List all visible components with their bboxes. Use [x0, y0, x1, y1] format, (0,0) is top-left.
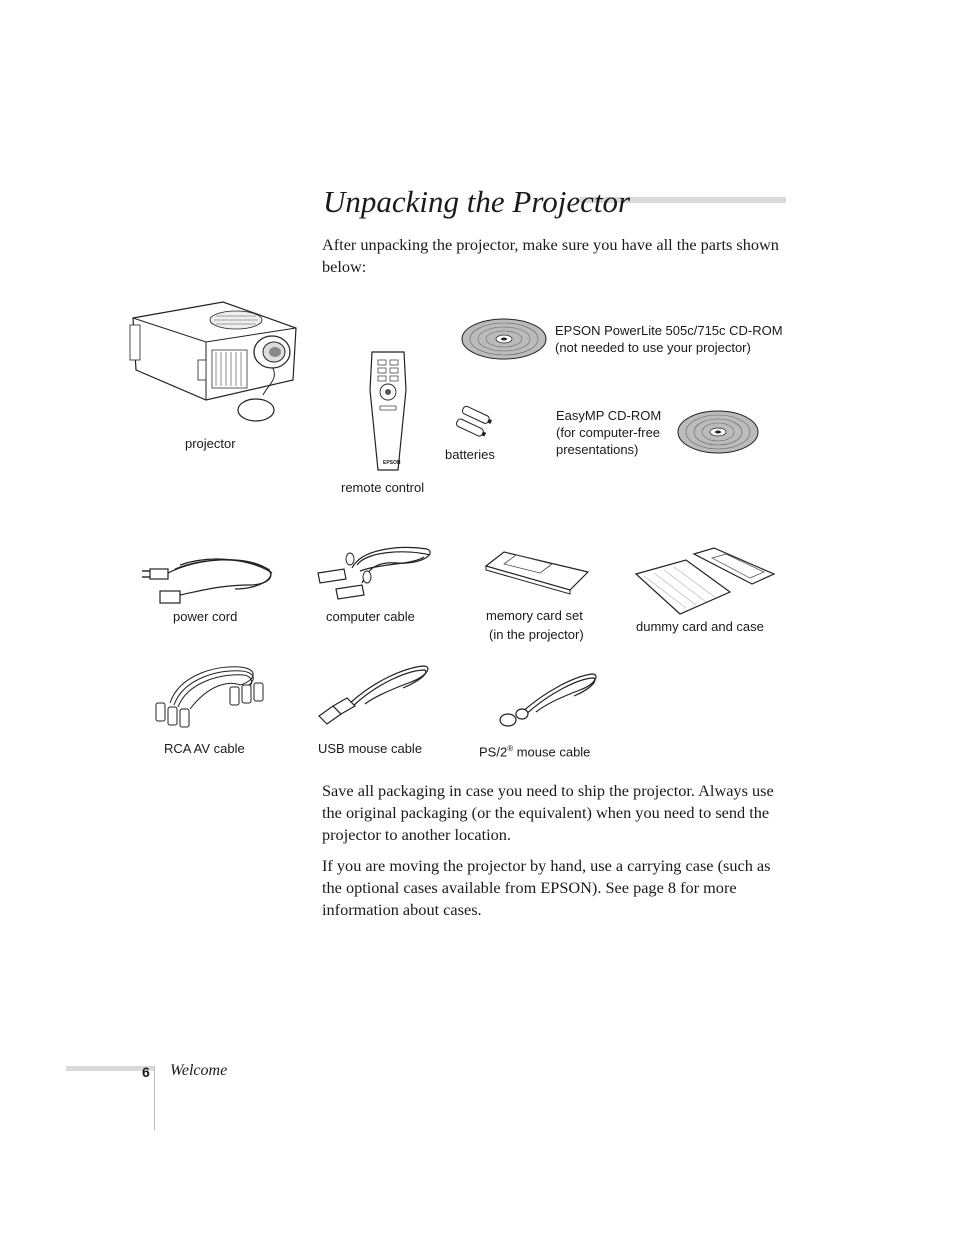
easymp-cd-illustration	[677, 410, 759, 454]
packaging-paragraph: Save all packaging in case you need to ship the projector. Always use the original packaging (or the equivalent) when you need to send the projector to another location.	[322, 781, 774, 844]
section-name: Welcome	[170, 1062, 228, 1079]
usb-mouse-cable-label: USB mouse cable	[318, 741, 423, 756]
memory-card-label-line1: memory card set	[486, 608, 583, 623]
cd-rom-illustration	[461, 318, 547, 360]
batteries-illustration	[452, 404, 492, 442]
power-cord-illustration	[140, 555, 280, 607]
memory-card-label-line2: (in the projector)	[489, 627, 584, 642]
remote-control-label: remote control	[341, 480, 425, 495]
computer-cable-illustration	[312, 543, 437, 605]
ps2-suffix: mouse cable	[513, 744, 591, 760]
registered-mark: ®	[507, 744, 514, 753]
page-title: Unpacking the Projector	[323, 184, 631, 219]
page-number: 6	[142, 1064, 150, 1080]
footer-bar	[66, 1066, 154, 1071]
cd-rom-1-label-line2: (not needed to use your projector)	[555, 340, 751, 355]
ps2-prefix: PS/2	[479, 744, 508, 760]
remote-brand: EPSON	[383, 460, 401, 466]
projector-label: projector	[185, 436, 236, 451]
cd-rom-2-label-line1: EasyMP CD-ROM	[556, 408, 662, 423]
dummy-card-label: dummy card and case	[636, 619, 764, 634]
dummy-card-illustration	[634, 548, 776, 616]
cd-rom-2-label-line2: (for computer-free	[556, 425, 661, 440]
projector-illustration	[128, 300, 303, 425]
footer-divider	[154, 1066, 155, 1130]
rca-av-cable-illustration	[150, 663, 270, 731]
ps2-mouse-cable-illustration	[496, 670, 602, 732]
rca-av-cable-label: RCA AV cable	[164, 741, 245, 756]
intro-paragraph: After unpacking the projector, make sure you have all the parts shown below:	[322, 235, 779, 276]
ps2-mouse-cable-label	[479, 740, 590, 760]
cd-rom-2-label-line3: presentations)	[556, 442, 639, 457]
computer-cable-label: computer cable	[326, 609, 415, 624]
batteries-label: batteries	[445, 447, 495, 462]
carrying-case-paragraph: If you are moving the projector by hand, use a carrying case (such as the optional cases available from EPSON). See page 8 for more information about cases.	[322, 856, 771, 919]
cd-rom-1-label-line1: EPSON PowerLite 505c/715c CD-ROM	[555, 323, 783, 338]
usb-mouse-cable-illustration	[315, 660, 435, 728]
memory-card-illustration	[482, 550, 592, 592]
power-cord-label: power cord	[173, 609, 238, 624]
